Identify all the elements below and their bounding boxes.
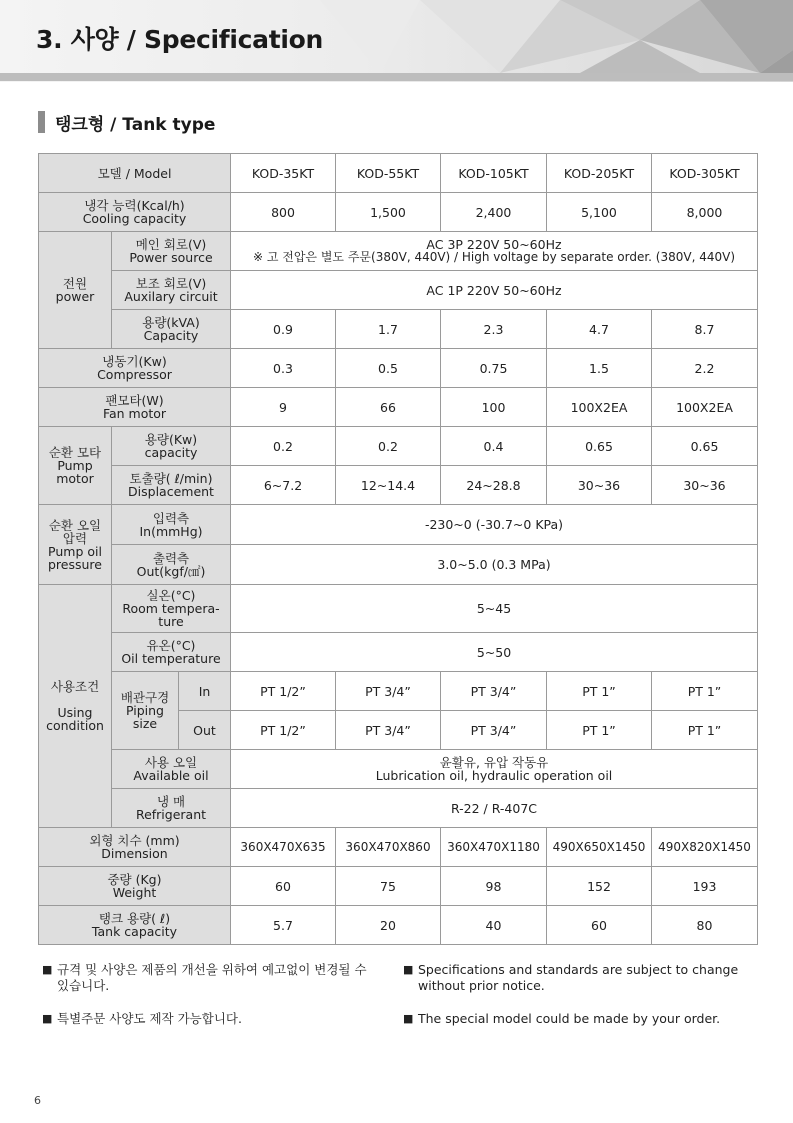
pressure-in-label <box>112 505 231 545</box>
pressure-in-value: -230~0 (-30.7~0 KPa) <box>231 505 758 545</box>
label-en: Available oil <box>133 768 209 783</box>
note-text: The special model could be made by your order. <box>418 1011 721 1026</box>
label-en: Piping <box>125 703 164 718</box>
value-cell: 1.7 <box>336 310 441 349</box>
label-en: pressure <box>48 556 102 572</box>
label-en: Pump <box>57 458 93 473</box>
label-ko: 용량(Kw) <box>144 432 198 447</box>
value-cell: 0.75 <box>441 349 547 388</box>
label-ko: 냉동기(Kw) <box>102 354 167 369</box>
oil-temp-value: 5~50 <box>231 633 758 672</box>
label-en: Refrigerant <box>135 807 207 822</box>
value-cell: 1.5 <box>547 349 652 388</box>
label-en: Power source <box>129 250 213 265</box>
model-cell: KOD-105KT <box>441 154 547 193</box>
power-group-label <box>39 232 112 349</box>
note-item <box>403 1011 753 1027</box>
label-ko: 냉각 능력(Kcal/h) <box>84 198 185 213</box>
label-en: motor <box>56 471 94 486</box>
value-cell: 9 <box>231 388 336 427</box>
row-dimension <box>39 828 758 867</box>
label-ko: 용량(kVA) <box>142 315 200 330</box>
row-power-capacity <box>39 310 758 349</box>
label-en: Cooling capacity <box>82 211 187 226</box>
pump-displacement-label <box>112 466 231 505</box>
note-item <box>42 1011 382 1027</box>
label-en: Oil temperature <box>121 651 221 666</box>
label-ko: 압력 <box>62 530 88 546</box>
value-cell: 0.5 <box>336 349 441 388</box>
value-cell: 60 <box>547 906 652 945</box>
value-cell: 8,000 <box>652 193 758 232</box>
piping-in-label: In <box>179 672 231 711</box>
spec-table <box>38 153 758 945</box>
value-cell: 75 <box>336 867 441 906</box>
value-cell: 100X2EA <box>652 388 758 427</box>
value-cell: PT 3/4” <box>336 711 441 750</box>
label-ko: 메인 회로(V) <box>135 237 207 252</box>
pressure-out-label <box>112 545 231 585</box>
value-cell: 2.2 <box>652 349 758 388</box>
value-cell: 0.4 <box>441 427 547 466</box>
value-cell: PT 3/4” <box>336 672 441 711</box>
tank-label <box>39 906 231 945</box>
label-en: In(mmHg) <box>139 523 203 539</box>
value-cell: PT 1/2” <box>231 672 336 711</box>
page-number: 6 <box>34 1094 41 1107</box>
row-power-main <box>39 232 758 271</box>
condition-group-label <box>39 585 112 828</box>
bullet-icon: ■ <box>403 1012 414 1025</box>
label-ko: 순환 오일 <box>48 517 102 533</box>
label-ko: 유온(°C) <box>146 638 196 653</box>
value-line: AC 3P 220V 50~60Hz <box>426 237 562 252</box>
value-cell: 0.65 <box>547 427 652 466</box>
label-en: Capacity <box>143 328 199 343</box>
power-main-value <box>231 232 758 271</box>
value-cell: 2,400 <box>441 193 547 232</box>
model-cell: KOD-55KT <box>336 154 441 193</box>
value-line: 윤활유, 유압 작동유 <box>439 755 549 770</box>
label-en: Using <box>57 705 93 720</box>
row-pump-capacity <box>39 427 758 466</box>
pump-pressure-group-label <box>39 505 112 585</box>
value-cell: 60 <box>231 867 336 906</box>
label-ko: 중량 (Kg) <box>107 872 162 887</box>
label-en: capacity <box>144 445 198 460</box>
value-cell: 20 <box>336 906 441 945</box>
power-main-label <box>112 232 231 271</box>
row-power-aux <box>39 271 758 310</box>
value-cell: 0.65 <box>652 427 758 466</box>
page-header <box>0 0 793 82</box>
refrigerant-label <box>112 789 231 828</box>
section-title: 탱크형 / Tank type <box>55 114 216 135</box>
value-line: Lubrication oil, hydraulic operation oil <box>375 768 613 783</box>
value-cell: PT 1/2” <box>231 711 336 750</box>
bullet-icon: ■ <box>403 963 414 976</box>
row-refrigerant <box>39 789 758 828</box>
row-weight <box>39 867 758 906</box>
value-cell: 1,500 <box>336 193 441 232</box>
power-capacity-label <box>112 310 231 349</box>
value-cell: 5,100 <box>547 193 652 232</box>
label-ko: 사용 오일 <box>144 755 198 770</box>
power-aux-value: AC 1P 220V 50~60Hz <box>231 271 758 310</box>
value-cell: 100X2EA <box>547 388 652 427</box>
refrigerant-value: R-22 / R-407C <box>231 789 758 828</box>
label-en: Displacement <box>128 484 214 499</box>
row-cooling <box>39 193 758 232</box>
label-ko: 냉 매 <box>156 794 186 809</box>
row-tank <box>39 906 758 945</box>
piping-out-label: Out <box>179 711 231 750</box>
pump-capacity-label <box>112 427 231 466</box>
page-title: 3. 사양 / Specification <box>36 25 324 54</box>
oil-temp-label <box>112 633 231 672</box>
row-pump-displacement <box>39 466 758 505</box>
section-marker <box>38 111 45 133</box>
label-en: power <box>55 289 95 304</box>
note-text: 있습니다. <box>57 978 110 993</box>
model-cell: KOD-305KT <box>652 154 758 193</box>
label-ko: 전원 <box>62 276 88 291</box>
pressure-out-value: 3.0~5.0 (0.3 MPa) <box>231 545 758 585</box>
value-cell: 24~28.8 <box>441 466 547 505</box>
label-en: Fan motor <box>102 406 167 421</box>
pump-motor-group-label <box>39 427 112 505</box>
note-text: without prior notice. <box>418 978 545 993</box>
label-en: Auxilary circuit <box>124 289 218 304</box>
label-en: Tank capacity <box>91 924 178 939</box>
value-cell: 800 <box>231 193 336 232</box>
dimension-label <box>39 828 231 867</box>
value-cell: 8.7 <box>652 310 758 349</box>
value-line: ※ 고 전압은 별도 주문(380V, 440V) / High voltage by separate order. (380V, 440V) <box>252 250 736 264</box>
label-en: ture <box>158 614 184 629</box>
value-cell: 40 <box>441 906 547 945</box>
label-en: Room tempera- <box>122 601 220 616</box>
label-ko: 입력측 <box>152 510 190 526</box>
label-ko: 순환 모타 <box>48 445 102 460</box>
value-cell: PT 1” <box>652 672 758 711</box>
value-cell: PT 3/4” <box>441 711 547 750</box>
weight-label <box>39 867 231 906</box>
value-cell: 490X650X1450 <box>547 828 652 867</box>
value-cell: PT 1” <box>547 711 652 750</box>
power-aux-label <box>112 271 231 310</box>
compressor-label <box>39 349 231 388</box>
notes-korean <box>42 962 382 1044</box>
value-cell: 12~14.4 <box>336 466 441 505</box>
fan-label <box>39 388 231 427</box>
label-en: Pump oil <box>48 543 102 559</box>
label-ko: 출력측 <box>152 550 190 566</box>
label-en: Out(kgf/㎠) <box>136 563 206 579</box>
value-cell: 152 <box>547 867 652 906</box>
value-cell: PT 1” <box>652 711 758 750</box>
room-temp-value: 5~45 <box>231 585 758 633</box>
value-cell: 0.9 <box>231 310 336 349</box>
note-text: Specifications and standards are subject to change <box>418 962 739 977</box>
notes-english <box>403 962 753 1044</box>
label-en: Dimension <box>101 846 168 861</box>
label-ko: 탱크 용량( ℓ) <box>98 911 171 926</box>
row-pressure-out <box>39 545 758 585</box>
header-divider <box>0 73 793 81</box>
note-item <box>403 962 753 994</box>
row-piping-in <box>39 672 758 711</box>
note-text: 규격 및 사양은 제품의 개선을 위하여 예고없이 변경될 수 <box>57 962 367 977</box>
value-cell: 0.3 <box>231 349 336 388</box>
value-cell: 360X470X860 <box>336 828 441 867</box>
note-text: 특별주문 사양도 제작 가능합니다. <box>57 1011 242 1026</box>
value-cell: 6~7.2 <box>231 466 336 505</box>
value-cell: 30~36 <box>652 466 758 505</box>
value-cell: 98 <box>441 867 547 906</box>
note-item <box>42 962 382 994</box>
value-cell: 100 <box>441 388 547 427</box>
row-fan <box>39 388 758 427</box>
row-oil-temp <box>39 633 758 672</box>
value-cell: 490X820X1450 <box>652 828 758 867</box>
row-pressure-in <box>39 505 758 545</box>
label-en: size <box>132 716 158 731</box>
model-cell: KOD-35KT <box>231 154 336 193</box>
cooling-label <box>39 193 231 232</box>
available-oil-value <box>231 750 758 789</box>
label-en: Weight <box>112 885 157 900</box>
label-ko: 실온(°C) <box>146 588 196 603</box>
value-cell: 30~36 <box>547 466 652 505</box>
row-model <box>39 154 758 193</box>
value-cell: PT 1” <box>547 672 652 711</box>
room-temp-label <box>112 585 231 633</box>
value-cell: 4.7 <box>547 310 652 349</box>
label-ko: 배관구경 <box>120 690 170 705</box>
label-ko: 사용조건 <box>50 679 100 694</box>
label-ko: 팬모타(W) <box>105 393 164 408</box>
label-ko: 토출량( ℓ/min) <box>129 471 213 486</box>
value-cell: PT 3/4” <box>441 672 547 711</box>
value-cell: 0.2 <box>336 427 441 466</box>
value-cell: 80 <box>652 906 758 945</box>
label-en: condition <box>46 718 104 733</box>
value-cell: 360X470X1180 <box>441 828 547 867</box>
value-cell: 193 <box>652 867 758 906</box>
bullet-icon: ■ <box>42 963 53 976</box>
piping-size-label <box>112 672 179 750</box>
section-heading <box>38 111 215 133</box>
model-cell: KOD-205KT <box>547 154 652 193</box>
value-cell: 360X470X635 <box>231 828 336 867</box>
value-cell: 66 <box>336 388 441 427</box>
row-compressor <box>39 349 758 388</box>
model-header: 모델 / Model <box>39 154 231 193</box>
available-oil-label <box>112 750 231 789</box>
value-cell: 5.7 <box>231 906 336 945</box>
row-available-oil <box>39 750 758 789</box>
value-cell: 2.3 <box>441 310 547 349</box>
row-room-temp <box>39 585 758 633</box>
label-ko: 보조 회로(V) <box>135 276 207 291</box>
label-ko: 외형 치수 (mm) <box>89 833 180 848</box>
value-cell: 0.2 <box>231 427 336 466</box>
label-en: Compressor <box>97 367 172 382</box>
bullet-icon: ■ <box>42 1012 53 1025</box>
